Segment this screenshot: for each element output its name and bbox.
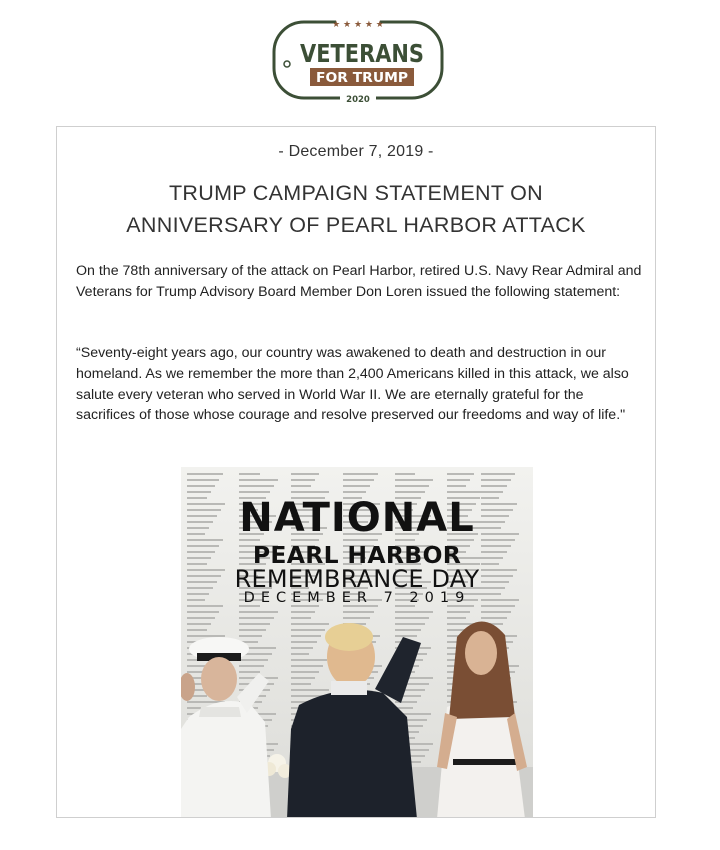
overlay-national: NATIONAL xyxy=(239,495,475,541)
logo-stars: ★ ★ ★ ★ ★ xyxy=(332,20,384,30)
logo-year: 2020 xyxy=(346,95,370,105)
intro-paragraph: On the 78th anniversary of the attack on Pearl Harbor, retired U.S. Navy Rear Admiral and Veterans for Trump Advisory Board Member Don Loren issued the following statement: xyxy=(76,263,642,300)
title-line-1: TRUMP CAMPAIGN STATEMENT ON xyxy=(168,181,544,205)
statement-date: - December 7, 2019 - xyxy=(278,143,434,160)
title-line-2: ANNIVERSARY OF PEARL HARBOR ATTACK xyxy=(126,213,586,237)
overlay-remembrance-day: REMEMBRANCE DAY xyxy=(234,565,480,593)
overlay-date: DECEMBER 7 2019 xyxy=(243,590,471,606)
logo-sub-text: FOR TRUMP xyxy=(316,71,408,86)
statement-title xyxy=(77,177,635,241)
logo-main-text: VETERANS xyxy=(300,39,424,68)
remembrance-photo xyxy=(181,467,533,818)
veterans-for-trump-logo xyxy=(270,14,446,108)
statement-card xyxy=(56,126,656,818)
overlay-pearl-harbor: PEARL HARBOR xyxy=(252,541,462,569)
quote-paragraph: “Seventy-eight years ago, our country was awakened to death and destruction in our homeland. As we remember the more than 2,400 Americans killed in this attack, we also salute every veteran who served in World War II. We are eternally grateful for the sacrifices of those whose courage and resolve preserved our freedoms and way of life." xyxy=(76,345,629,424)
logo-badge-icon xyxy=(270,14,446,108)
